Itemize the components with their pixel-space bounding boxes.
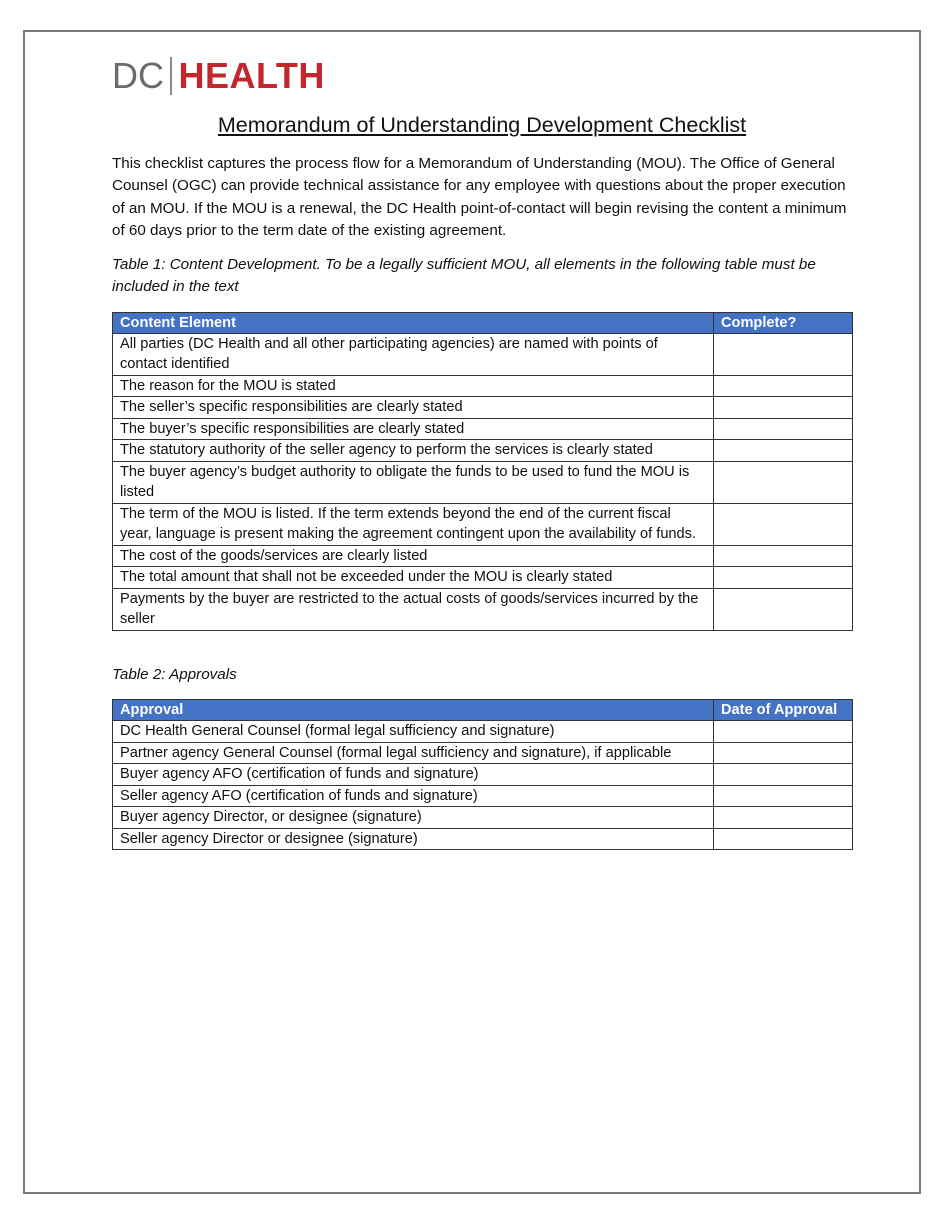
complete-cell[interactable] xyxy=(714,333,853,375)
complete-cell[interactable] xyxy=(714,503,853,545)
row-label: Seller agency Director or designee (signature) xyxy=(113,828,714,850)
column-header-content-element: Content Element xyxy=(113,312,714,333)
table-row xyxy=(113,503,853,545)
page-title: Memorandum of Understanding Development Checklist xyxy=(217,113,747,137)
complete-cell[interactable] xyxy=(714,461,853,503)
intro-paragraph: This checklist captures the process flow for a Memorandum of Understanding (MOU). The Office of General Counsel (OGC) can provide technical assistance for any employee with questions about the proper execution of an MOU. If the MOU is a renewal, the DC Health point-of-contact will begin revising the content a minimum of 60 days prior to the term date of the existing agreement. xyxy=(112,154,847,240)
date-of-approval-cell[interactable] xyxy=(714,721,853,743)
row-label: Partner agency General Counsel (formal legal sufficiency and signature), if applicable xyxy=(113,742,714,764)
row-label: All parties (DC Health and all other participating agencies) are named with points of contact identified xyxy=(113,333,714,375)
logo-dc-text: DC xyxy=(112,55,164,96)
content-development-table xyxy=(112,312,853,631)
row-label: Payments by the buyer are restricted to the actual costs of goods/services incurred by the seller xyxy=(113,588,714,630)
dc-health-logo xyxy=(112,52,852,100)
row-label: The seller’s specific responsibilities are clearly stated xyxy=(113,397,714,419)
column-header-approval: Approval xyxy=(113,700,714,721)
table1-caption: Table 1: Content Development. To be a legally sufficient MOU, all elements in the following table must be included in the text xyxy=(112,255,816,296)
table-row xyxy=(113,440,853,462)
approvals-table xyxy=(112,699,853,850)
date-of-approval-cell[interactable] xyxy=(714,742,853,764)
row-label: The reason for the MOU is stated xyxy=(113,375,714,397)
complete-cell[interactable] xyxy=(714,397,853,419)
table-header-row xyxy=(113,312,853,333)
table-row xyxy=(113,545,853,567)
complete-cell[interactable] xyxy=(714,418,853,440)
complete-cell[interactable] xyxy=(714,588,853,630)
row-label: The total amount that shall not be exceeded under the MOU is clearly stated xyxy=(113,567,714,589)
row-label: Seller agency AFO (certification of funds and signature) xyxy=(113,785,714,807)
row-label: The buyer’s specific responsibilities are clearly stated xyxy=(113,418,714,440)
date-of-approval-cell[interactable] xyxy=(714,807,853,829)
row-label: The buyer agency’s budget authority to obligate the funds to be used to fund the MOU is listed xyxy=(113,461,714,503)
table-row xyxy=(113,828,853,850)
date-of-approval-cell[interactable] xyxy=(714,764,853,786)
table-row xyxy=(113,333,853,375)
row-label: The term of the MOU is listed. If the term extends beyond the end of the current fiscal year, language is present making the agreement contingent upon the availability of funds. xyxy=(113,503,714,545)
row-label: Buyer agency Director, or designee (signature) xyxy=(113,807,714,829)
table-header-row xyxy=(113,700,853,721)
row-label: DC Health General Counsel (formal legal sufficiency and signature) xyxy=(113,721,714,743)
table-row xyxy=(113,418,853,440)
complete-cell[interactable] xyxy=(714,545,853,567)
table-row xyxy=(113,567,853,589)
table-row xyxy=(113,397,853,419)
logo-divider xyxy=(170,57,172,95)
table-row xyxy=(113,785,853,807)
table-row xyxy=(113,721,853,743)
row-label: The statutory authority of the seller agency to perform the services is clearly stated xyxy=(113,440,714,462)
table-row xyxy=(113,461,853,503)
table-row xyxy=(113,742,853,764)
table-row xyxy=(113,375,853,397)
complete-cell[interactable] xyxy=(714,440,853,462)
table-row xyxy=(113,807,853,829)
logo-health-text: HEALTH xyxy=(178,55,325,96)
complete-cell[interactable] xyxy=(714,375,853,397)
complete-cell[interactable] xyxy=(714,567,853,589)
document-content xyxy=(112,52,852,850)
table-row xyxy=(113,588,853,630)
column-header-date-of-approval: Date of Approval xyxy=(714,700,853,721)
table-row xyxy=(113,764,853,786)
date-of-approval-cell[interactable] xyxy=(714,828,853,850)
row-label: The cost of the goods/services are clearly listed xyxy=(113,545,714,567)
date-of-approval-cell[interactable] xyxy=(714,785,853,807)
row-label: Buyer agency AFO (certification of funds and signature) xyxy=(113,764,714,786)
table2-caption: Table 2: Approvals xyxy=(112,665,237,683)
column-header-complete: Complete? xyxy=(714,312,853,333)
